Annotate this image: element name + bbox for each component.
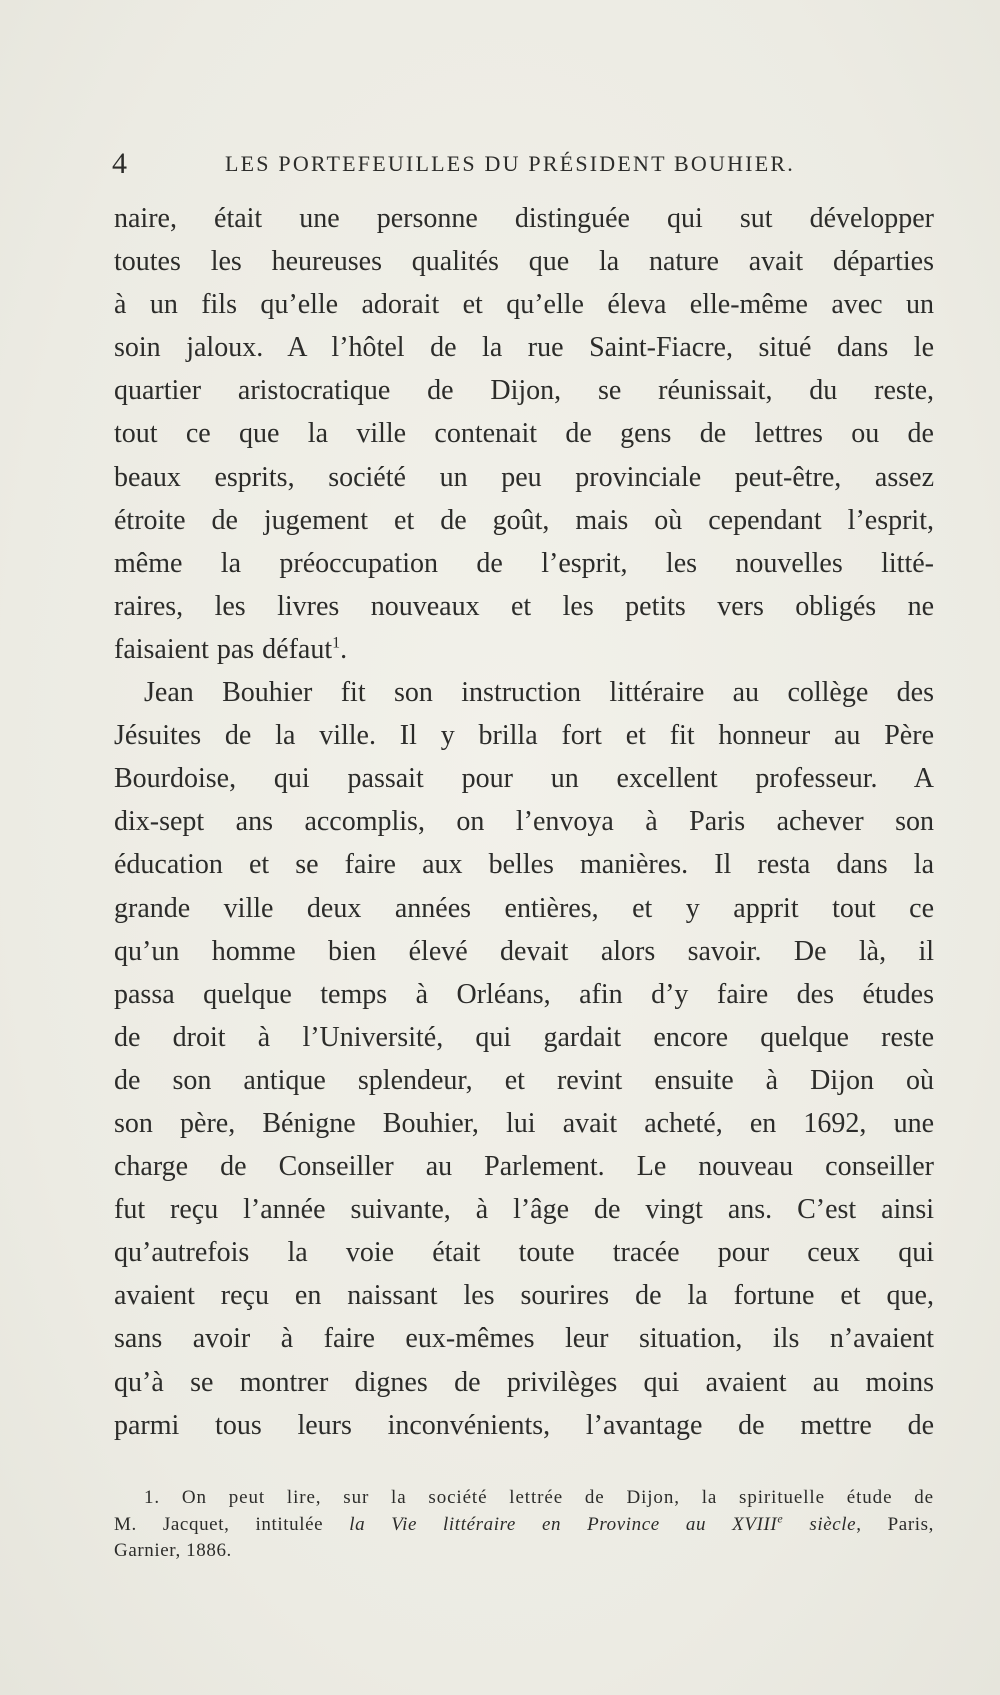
footnote-line [114,1512,934,1539]
text-line-content: faisaient pas défaut [114,633,333,665]
text-line: dix-sept ans accomplis, on l’envoya à Paris achever son [114,806,934,838]
footnote-reference[interactable]: 1 [332,634,341,652]
text-line: à un fils qu’elle adorait et qu’elle éleva elle-même avec un [114,289,934,321]
text-line: naire, était une personne distinguée qui sut développer [114,203,934,234]
text-line: tout ce que la ville contenait de gens de lettres ou de [114,418,934,450]
body-text [114,197,934,1447]
page-number: 4 [112,147,127,180]
superscript: e [777,1511,784,1526]
footnote-line: 1. On peut lire, sur la société lettrée de Dijon, la spirituelle étude de [144,1487,934,1508]
text-line: Jean Bouhier fit son instruction littéraire au collège des [144,677,934,709]
text-line: parmi tous leurs inconvénients, l’avantage de mettre de [114,1409,934,1441]
text-line: qu’un homme bien élevé devait alors savoir. De là, il [114,935,934,967]
text-line: charge de Conseiller au Parlement. Le nouveau conseiller [114,1151,934,1183]
text-line: avaient reçu en naissant les sourires de la fortune et que, [114,1280,934,1312]
text-line: raires, les livres nouveaux et les petits vers obligés ne [114,590,934,622]
text-line: qu’autrefois la voie était toute tracée pour ceux qui [114,1237,934,1269]
text-line: soin jaloux. A l’hôtel de la rue Saint-Fiacre, situé dans le [114,332,934,364]
text-line: étroite de jugement et de goût, mais où cependant l’esprit, [114,504,934,536]
text-line: sans avoir à faire eux-mêmes leur situation, ils n’avaient [114,1323,934,1355]
text-line: fut reçu l’année suivante, à l’âge de vingt ans. C’est ainsi [114,1194,934,1226]
running-title: LES PORTEFEUILLES DU PRÉSIDENT BOUHIER. [225,151,795,176]
paragraph-end-line [114,628,934,671]
text-line: éducation et se faire aux belles manières. Il resta dans la [114,849,934,881]
text-line: beaux esprits, société un peu provinciale peut-être, assez [114,461,934,493]
text-line: de son antique splendeur, et revint ensuite à Dijon où [114,1064,934,1096]
text-line: quartier aristocratique de Dijon, se réunissait, du reste, [114,375,934,407]
book-title: la Vie littéraire en Province au XVIII [349,1513,778,1535]
text-line: qu’à se montrer dignes de privilèges qui avaient au moins [114,1366,934,1398]
text-line: Jésuites de la ville. Il y brilla fort et fit honneur au Père [114,720,934,752]
text-line: passa quelque temps à Orléans, afin d’y faire des études [114,978,934,1010]
text-line: grande ville deux années entières, et y apprit tout ce [114,892,934,924]
footnote-text: M. Jacquet, intitulée [114,1513,350,1535]
text-line: même la préoccupation de l’esprit, les nouvelles litté- [114,547,934,579]
period: . [340,633,348,665]
footnote-text: , Paris, [856,1513,934,1535]
text-line: de droit à l’Université, qui gardait encore quelque reste [114,1021,934,1053]
footnote-line: Garnier, 1886. [114,1540,232,1561]
text-line: toutes les heureuses qualités que la nature avait départies [114,246,934,278]
page-header [112,146,847,182]
book-title-end: siècle [783,1513,857,1535]
footnote [114,1485,934,1565]
text-line: Bourdoise, qui passait pour un excellent professeur. A [114,763,934,795]
text-line: son père, Bénigne Bouhier, lui avait acheté, en 1692, une [114,1107,934,1139]
